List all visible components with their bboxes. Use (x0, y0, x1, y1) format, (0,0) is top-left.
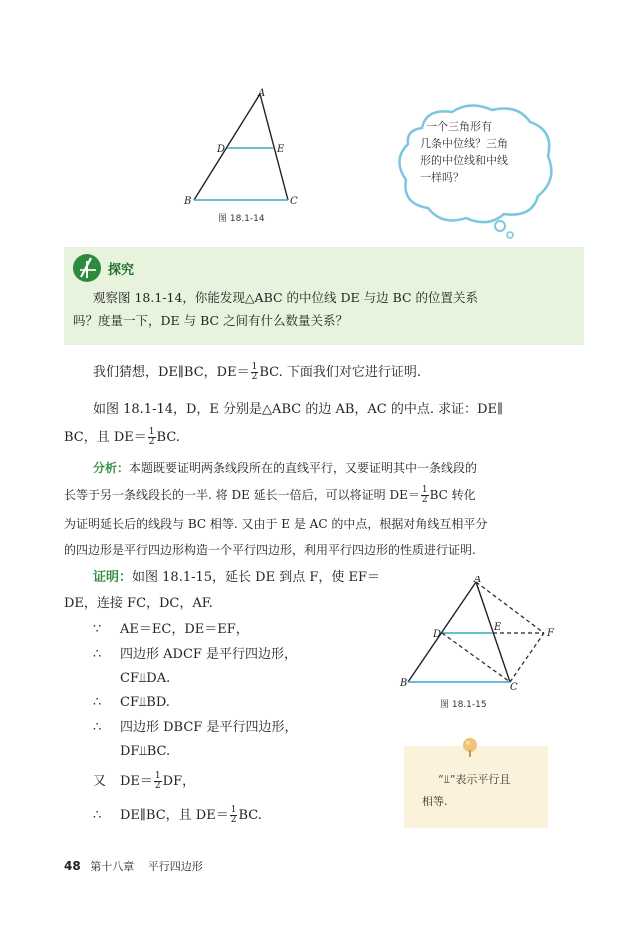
analysis-line: 的四边形是平行四边形构造一个平行四边形，利用平行四边形的性质进行证明. (64, 543, 476, 557)
proof-step: ∴ (93, 695, 102, 710)
analysis-line: 为证明延长后的线段与 BC 相等. 又由于 E 是 AC 的中点，根据对角线互相平分 (64, 517, 488, 531)
explore-icon (72, 253, 102, 283)
guess-line (93, 363, 421, 383)
proof-step: AE＝EC，DE＝EF， (120, 622, 249, 637)
given-line (64, 428, 180, 448)
fraction-num: 1 (154, 771, 161, 781)
fraction-den: 2 (251, 372, 258, 382)
text: DF， (162, 774, 196, 789)
note-line: “⫫”表示平行且 (438, 773, 511, 786)
point-label-b: B (400, 678, 408, 689)
point-label-a: A (474, 576, 482, 585)
point-label-c: C (290, 196, 298, 207)
figure-18-1-15 (398, 576, 564, 692)
bubble-line: 几条中位线？三角 (420, 137, 508, 150)
fraction-den: 2 (154, 781, 161, 791)
bubble-text (420, 118, 508, 186)
text: 长等于另一条线段长的一半. 将 DE 延长一倍后，可以将证明 DE＝ (64, 488, 420, 502)
text: 如图 18.1-15，延长 DE 到点 F，使 EF＝ (132, 570, 380, 585)
proof-step: CF⫫BD. (120, 695, 170, 710)
fraction (154, 772, 162, 791)
fraction-den: 2 (230, 815, 237, 825)
point-label-e: E (494, 622, 502, 633)
text: 我们猜想，DE∥BC，DE＝ (93, 365, 250, 380)
figure-18-1-14 (180, 88, 300, 213)
proof-step: ∴ (93, 647, 102, 662)
page-number: 48 (64, 859, 81, 873)
proof-label: 证明： (93, 570, 133, 585)
proof-step: ∵ (93, 622, 102, 637)
figure-caption: 图 18.1-14 (218, 214, 265, 224)
proof-step: 四边形 ADCF 是平行四边形， (120, 647, 298, 662)
proof-line (93, 568, 380, 588)
fraction-num: 1 (148, 427, 155, 437)
fraction-num: 1 (421, 485, 428, 495)
proof-step: 四边形 DBCF 是平行四边形， (120, 720, 298, 735)
explore-line: 吗？度量一下，DE 与 BC 之间有什么数量关系？ (73, 313, 349, 328)
proof-step: ∴ (93, 808, 102, 823)
proof-step: ∴ (93, 720, 102, 735)
text: BC. (156, 430, 180, 445)
proof-step (120, 772, 195, 792)
figure-caption: 图 18.1-15 (440, 700, 487, 710)
bubble-line: 形的中位线和中线 (420, 154, 508, 167)
text: DE＝ (120, 774, 153, 789)
proof-step: DF⫫BC. (120, 744, 171, 759)
text: DE∥BC，且 DE＝ (120, 808, 229, 823)
chapter-title: 平行四边形 (147, 860, 203, 873)
fraction (421, 486, 429, 505)
given-line: 如图 18.1-14，D，E 分别是△ABC 的边 AB，AC 的中点. 求证：DE∥ (93, 402, 504, 417)
point-label-b: B (184, 196, 192, 207)
explore-line: 观察图 18.1-14，你能发现△ABC 的中位线 DE 与边 BC 的位置关系 (93, 290, 479, 305)
text: BC. (238, 808, 262, 823)
point-label-f: F (547, 628, 554, 639)
point-label-d: D (433, 629, 442, 640)
fraction-den: 2 (148, 437, 155, 447)
point-label-a: A (258, 88, 266, 99)
text: BC 转化 (429, 488, 476, 502)
note-line: 相等. (422, 795, 448, 808)
bubble-line: 一个三角形有 (426, 120, 492, 133)
analysis-line (64, 485, 476, 505)
text: 本题既要证明两条线段所在的直线平行，又要证明其中一条线段的 (129, 461, 478, 475)
text: BC. 下面我们对它进行证明. (259, 365, 421, 380)
point-label-c: C (510, 682, 518, 692)
fraction-num: 1 (230, 805, 237, 815)
fraction-num: 1 (251, 362, 258, 372)
proof-step (120, 806, 262, 826)
point-label-e: E (277, 144, 285, 155)
proof-step: 又 (93, 774, 107, 789)
bubble-line: 一样吗？ (420, 171, 464, 184)
pin-icon (460, 736, 480, 758)
chapter-label: 第十八章 (90, 860, 135, 873)
analysis-line (93, 458, 477, 478)
fraction (230, 806, 238, 825)
point-label-d: D (217, 144, 226, 155)
proof-step: CF⫫DA. (120, 671, 171, 686)
fraction (148, 428, 156, 447)
text: BC，且 DE＝ (64, 430, 147, 445)
explore-title: 探究 (108, 263, 135, 278)
page-footer (64, 858, 203, 874)
fraction (251, 363, 259, 382)
analysis-label: 分析： (93, 461, 130, 475)
proof-line: DE，连接 FC，DC，AF. (64, 596, 213, 611)
fraction-den: 2 (421, 495, 428, 505)
